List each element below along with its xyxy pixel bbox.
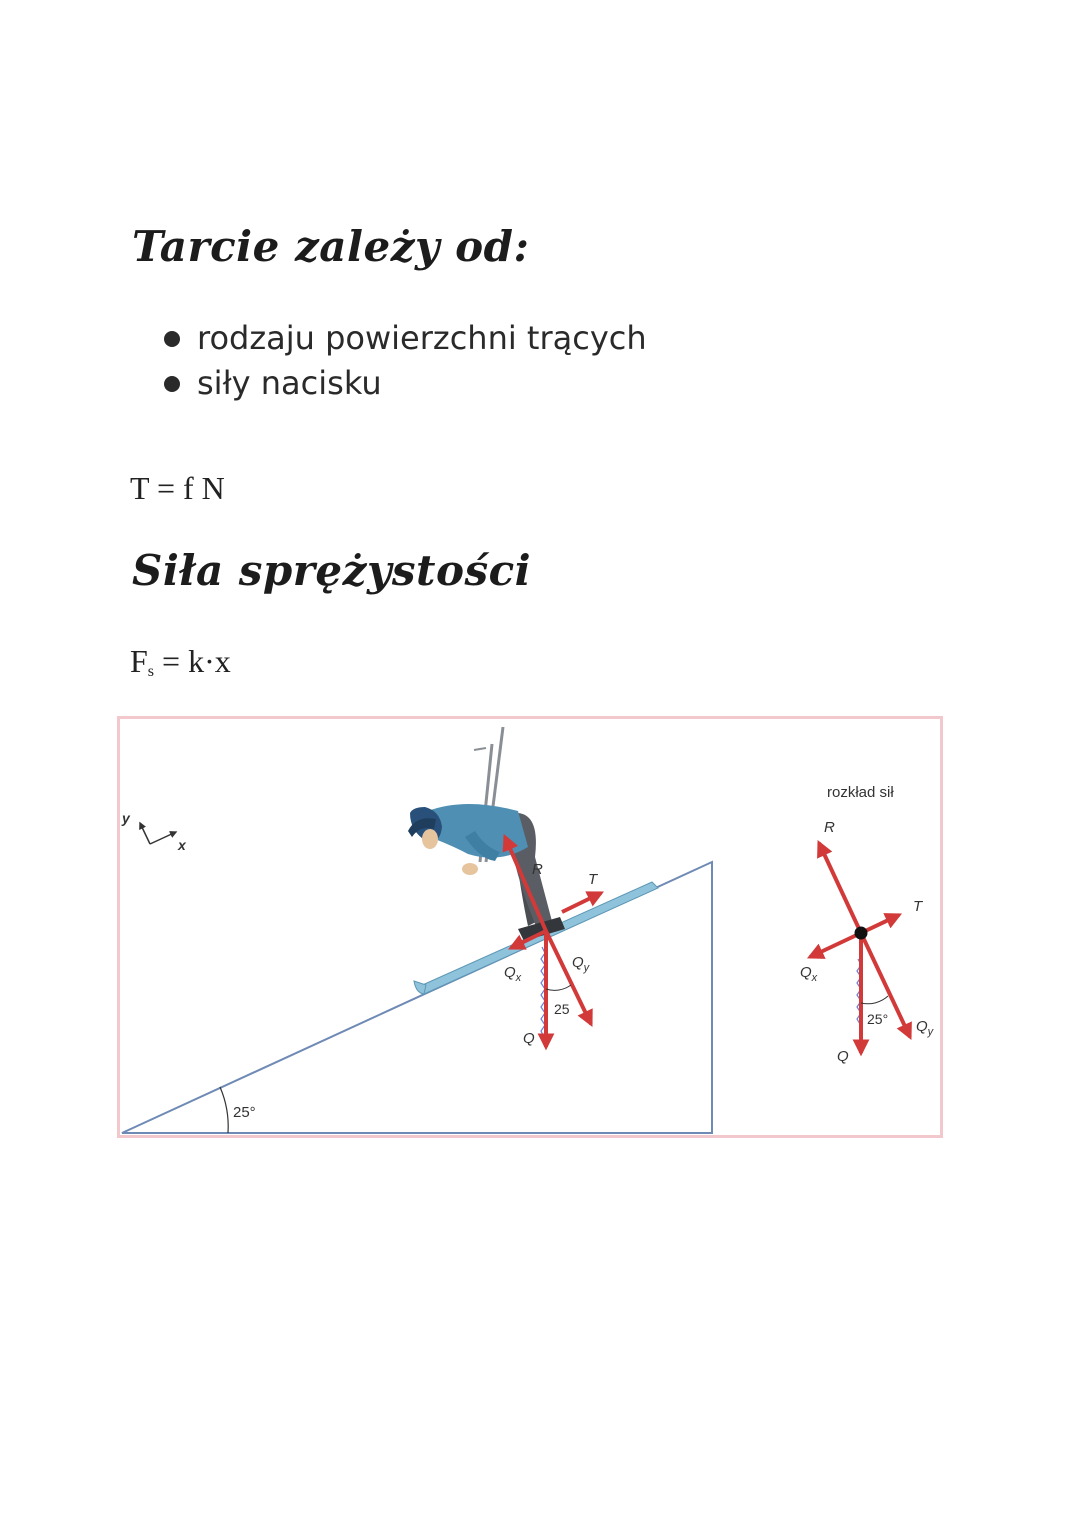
axes-icon bbox=[121, 810, 187, 853]
list-item: rodzaju powierzchni trących bbox=[160, 316, 647, 361]
point-mass bbox=[855, 927, 868, 940]
force-T-label: T bbox=[588, 871, 598, 888]
axis-x-label: x bbox=[178, 837, 186, 853]
skier-angle-label: 25 bbox=[554, 1001, 570, 1017]
axis-y-label: y bbox=[122, 810, 130, 826]
elastic-formula bbox=[130, 643, 231, 681]
angle-arc bbox=[220, 1087, 228, 1133]
decomp-Qy-label: $Q_y$ bbox=[916, 1018, 934, 1038]
skier-force-diagram bbox=[117, 716, 943, 1138]
friction-formula: T = f N bbox=[130, 470, 225, 506]
formula-symbol: F bbox=[130, 643, 148, 679]
force-decomposition bbox=[800, 784, 935, 1065]
formula-subscript: s bbox=[147, 663, 155, 680]
force-R-label: R bbox=[532, 861, 543, 878]
decomp-R-label: R bbox=[824, 819, 835, 836]
slope-angle-label: 25° bbox=[233, 1104, 256, 1121]
decomposition-title: rozkład sił bbox=[827, 784, 894, 801]
force-Qx-label: $Q_x$ bbox=[504, 964, 522, 984]
decomp-Q-label: Q bbox=[837, 1048, 849, 1065]
formula-rest: = k·x bbox=[162, 643, 231, 679]
list-item: siły nacisku bbox=[160, 361, 647, 406]
decomp-Qx-label: $Q_x$ bbox=[800, 964, 818, 984]
force-Qy-label: $Q_y$ bbox=[572, 954, 590, 974]
force-Q-label: Q bbox=[523, 1030, 535, 1047]
decomp-T-label: T bbox=[913, 898, 923, 915]
friction-factors-list bbox=[160, 316, 647, 406]
heading-elastic-force: Siła sprężystości bbox=[132, 546, 532, 595]
diagram-svg bbox=[120, 719, 940, 1135]
decomp-angle-label: 25° bbox=[867, 1011, 889, 1027]
heading-friction: Tarcie zależy od: bbox=[132, 222, 530, 271]
